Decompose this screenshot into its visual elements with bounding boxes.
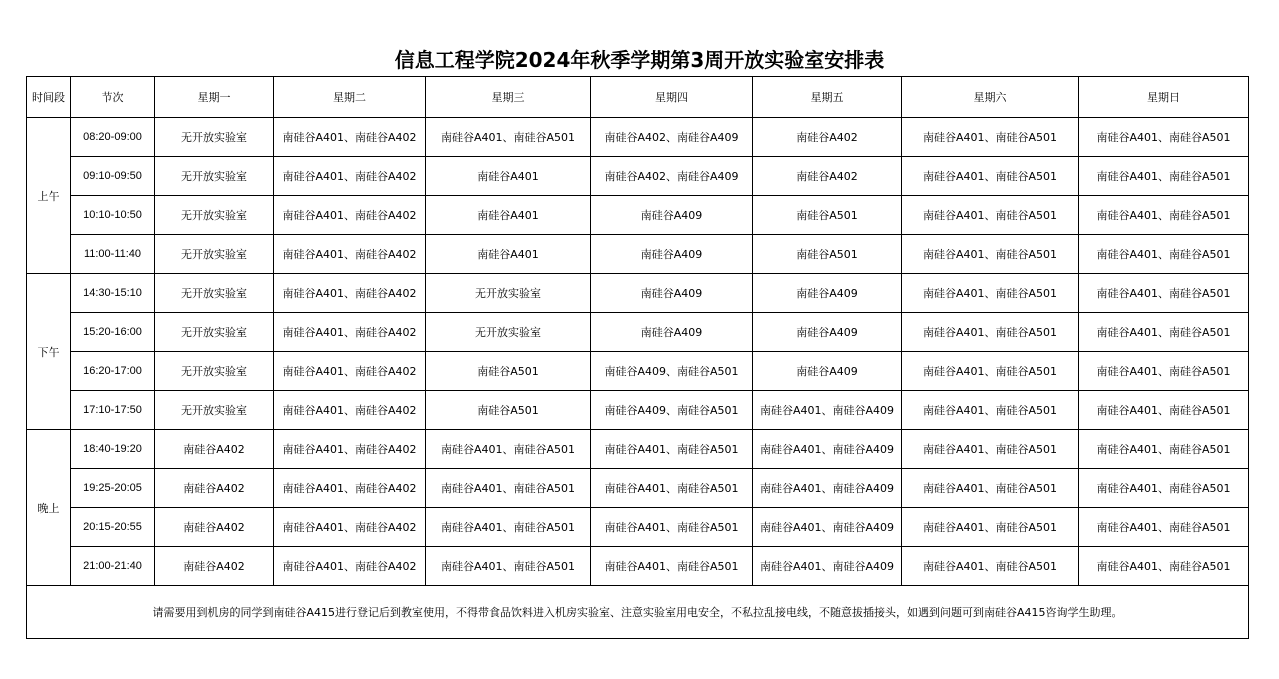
lab-cell: 南硅谷A401、南硅谷A501 xyxy=(1079,391,1249,430)
lab-cell: 南硅谷A401、南硅谷A501 xyxy=(902,274,1079,313)
lab-cell: 南硅谷A401、南硅谷A402 xyxy=(274,313,426,352)
lab-cell: 无开放实验室 xyxy=(155,196,274,235)
lab-cell: 无开放实验室 xyxy=(155,352,274,391)
time-slot-cell: 18:40-19:20 xyxy=(71,430,155,469)
time-slot-cell: 08:20-09:00 xyxy=(71,118,155,157)
table-row xyxy=(27,313,1249,352)
table-row xyxy=(27,235,1249,274)
lab-cell: 无开放实验室 xyxy=(426,313,591,352)
lab-cell: 南硅谷A401 xyxy=(426,157,591,196)
lab-cell: 南硅谷A401、南硅谷A501 xyxy=(426,547,591,586)
lab-cell: 无开放实验室 xyxy=(155,118,274,157)
header-day-fri: 星期五 xyxy=(753,77,902,118)
lab-cell: 南硅谷A401、南硅谷A501 xyxy=(1079,274,1249,313)
table-row xyxy=(27,118,1249,157)
header-day-wed: 星期三 xyxy=(426,77,591,118)
lab-cell: 南硅谷A409、南硅谷A501 xyxy=(591,391,753,430)
lab-cell: 南硅谷A401、南硅谷A501 xyxy=(591,508,753,547)
lab-cell: 南硅谷A401、南硅谷A501 xyxy=(426,469,591,508)
lab-cell: 南硅谷A401、南硅谷A402 xyxy=(274,274,426,313)
lab-cell: 南硅谷A401、南硅谷A501 xyxy=(1079,118,1249,157)
lab-cell: 南硅谷A402 xyxy=(155,430,274,469)
lab-cell: 南硅谷A402 xyxy=(753,118,902,157)
page-title: 信息工程学院2024年秋季学期第3周开放实验室安排表 xyxy=(394,48,885,72)
lab-cell: 南硅谷A401、南硅谷A501 xyxy=(902,352,1079,391)
lab-cell: 南硅谷A401、南硅谷A501 xyxy=(902,508,1079,547)
header-day-thu: 星期四 xyxy=(591,77,753,118)
period-label-afternoon: 下午 xyxy=(27,274,71,430)
lab-cell: 南硅谷A401、南硅谷A501 xyxy=(902,157,1079,196)
time-slot-cell: 09:10-09:50 xyxy=(71,157,155,196)
lab-cell: 南硅谷A501 xyxy=(753,235,902,274)
table-row xyxy=(27,547,1249,586)
lab-cell: 南硅谷A409 xyxy=(591,274,753,313)
period-label-evening: 晚上 xyxy=(27,430,71,586)
header-day-sat: 星期六 xyxy=(902,77,1079,118)
lab-cell: 南硅谷A401、南硅谷A501 xyxy=(591,469,753,508)
lab-cell: 南硅谷A401、南硅谷A501 xyxy=(902,118,1079,157)
lab-cell: 南硅谷A401 xyxy=(426,235,591,274)
lab-cell: 南硅谷A401、南硅谷A402 xyxy=(274,157,426,196)
lab-cell: 南硅谷A401、南硅谷A409 xyxy=(753,469,902,508)
lab-cell: 南硅谷A401、南硅谷A501 xyxy=(902,313,1079,352)
lab-cell: 无开放实验室 xyxy=(155,391,274,430)
lab-cell: 南硅谷A401、南硅谷A501 xyxy=(591,547,753,586)
lab-cell: 南硅谷A401、南硅谷A501 xyxy=(1079,157,1249,196)
lab-cell: 南硅谷A401、南硅谷A501 xyxy=(1079,469,1249,508)
lab-cell: 南硅谷A402、南硅谷A409 xyxy=(591,118,753,157)
lab-cell: 南硅谷A402 xyxy=(155,469,274,508)
table-row xyxy=(27,157,1249,196)
lab-cell: 南硅谷A401、南硅谷A501 xyxy=(1079,313,1249,352)
time-slot-cell: 10:10-10:50 xyxy=(71,196,155,235)
lab-cell: 南硅谷A401、南硅谷A501 xyxy=(591,430,753,469)
lab-cell: 南硅谷A401、南硅谷A402 xyxy=(274,196,426,235)
time-slot-cell: 11:00-11:40 xyxy=(71,235,155,274)
lab-cell: 南硅谷A409 xyxy=(591,235,753,274)
lab-cell: 南硅谷A401、南硅谷A501 xyxy=(1079,430,1249,469)
lab-cell: 南硅谷A401、南硅谷A501 xyxy=(902,469,1079,508)
lab-cell: 南硅谷A401、南硅谷A501 xyxy=(426,430,591,469)
lab-cell: 南硅谷A401、南硅谷A409 xyxy=(753,508,902,547)
lab-cell: 南硅谷A402、南硅谷A409 xyxy=(591,157,753,196)
lab-cell: 南硅谷A401、南硅谷A501 xyxy=(902,430,1079,469)
lab-cell: 南硅谷A401、南硅谷A409 xyxy=(753,547,902,586)
schedule-table xyxy=(26,76,1249,639)
lab-cell: 南硅谷A401、南硅谷A402 xyxy=(274,547,426,586)
lab-cell: 南硅谷A401 xyxy=(426,196,591,235)
table-row xyxy=(27,430,1249,469)
note-text: 请需要用到机房的同学到南硅谷A415进行登记后到教室使用，不得带食品饮料进入机房实验室、注意实验室用电安全，不私拉乱接电线，不随意拔插接头，如遇到问题可到南硅谷A415咨询学生助理。 xyxy=(27,586,1249,639)
lab-cell: 南硅谷A402 xyxy=(155,547,274,586)
header-row xyxy=(27,77,1249,118)
lab-cell: 南硅谷A409 xyxy=(753,352,902,391)
lab-cell: 南硅谷A409、南硅谷A501 xyxy=(591,352,753,391)
lab-cell: 南硅谷A401、南硅谷A501 xyxy=(1079,547,1249,586)
lab-cell: 南硅谷A401、南硅谷A409 xyxy=(753,391,902,430)
table-row xyxy=(27,196,1249,235)
lab-cell: 南硅谷A402 xyxy=(155,508,274,547)
lab-cell: 南硅谷A402 xyxy=(753,157,902,196)
lab-cell: 南硅谷A409 xyxy=(591,313,753,352)
time-slot-cell: 21:00-21:40 xyxy=(71,547,155,586)
lab-cell: 南硅谷A501 xyxy=(753,196,902,235)
lab-cell: 无开放实验室 xyxy=(155,235,274,274)
time-slot-cell: 20:15-20:55 xyxy=(71,508,155,547)
lab-cell: 无开放实验室 xyxy=(426,274,591,313)
lab-cell: 南硅谷A401、南硅谷A501 xyxy=(902,235,1079,274)
lab-cell: 南硅谷A401、南硅谷A402 xyxy=(274,430,426,469)
lab-cell: 无开放实验室 xyxy=(155,313,274,352)
table-row xyxy=(27,469,1249,508)
table-row xyxy=(27,508,1249,547)
header-time: 节次 xyxy=(71,77,155,118)
header-day-tue: 星期二 xyxy=(274,77,426,118)
header-day-mon: 星期一 xyxy=(155,77,274,118)
lab-cell: 南硅谷A501 xyxy=(426,352,591,391)
period-label-morning: 上午 xyxy=(27,118,71,274)
lab-cell: 南硅谷A401、南硅谷A402 xyxy=(274,235,426,274)
table-row xyxy=(27,391,1249,430)
lab-cell: 南硅谷A401、南硅谷A501 xyxy=(1079,196,1249,235)
time-slot-cell: 14:30-15:10 xyxy=(71,274,155,313)
table-row xyxy=(27,352,1249,391)
lab-cell: 南硅谷A401、南硅谷A409 xyxy=(753,430,902,469)
lab-cell: 南硅谷A401、南硅谷A501 xyxy=(426,118,591,157)
header-period: 时间段 xyxy=(27,77,71,118)
lab-cell: 南硅谷A409 xyxy=(753,274,902,313)
lab-cell: 南硅谷A401、南硅谷A501 xyxy=(1079,508,1249,547)
lab-cell: 南硅谷A401、南硅谷A402 xyxy=(274,391,426,430)
note-row xyxy=(27,586,1249,639)
table-row xyxy=(27,274,1249,313)
time-slot-cell: 17:10-17:50 xyxy=(71,391,155,430)
lab-cell: 南硅谷A409 xyxy=(591,196,753,235)
time-slot-cell: 16:20-17:00 xyxy=(71,352,155,391)
lab-cell: 南硅谷A409 xyxy=(753,313,902,352)
lab-cell: 南硅谷A401、南硅谷A501 xyxy=(1079,235,1249,274)
lab-cell: 南硅谷A401、南硅谷A501 xyxy=(902,547,1079,586)
header-day-sun: 星期日 xyxy=(1079,77,1249,118)
lab-cell: 南硅谷A401、南硅谷A402 xyxy=(274,118,426,157)
lab-cell: 无开放实验室 xyxy=(155,274,274,313)
lab-cell: 南硅谷A401、南硅谷A501 xyxy=(1079,352,1249,391)
lab-cell: 南硅谷A501 xyxy=(426,391,591,430)
time-slot-cell: 19:25-20:05 xyxy=(71,469,155,508)
lab-cell: 南硅谷A401、南硅谷A501 xyxy=(902,391,1079,430)
time-slot-cell: 15:20-16:00 xyxy=(71,313,155,352)
lab-cell: 南硅谷A401、南硅谷A402 xyxy=(274,469,426,508)
lab-cell: 南硅谷A401、南硅谷A501 xyxy=(426,508,591,547)
lab-cell: 南硅谷A401、南硅谷A402 xyxy=(274,352,426,391)
lab-cell: 南硅谷A401、南硅谷A501 xyxy=(902,196,1079,235)
lab-cell: 无开放实验室 xyxy=(155,157,274,196)
lab-cell: 南硅谷A401、南硅谷A402 xyxy=(274,508,426,547)
